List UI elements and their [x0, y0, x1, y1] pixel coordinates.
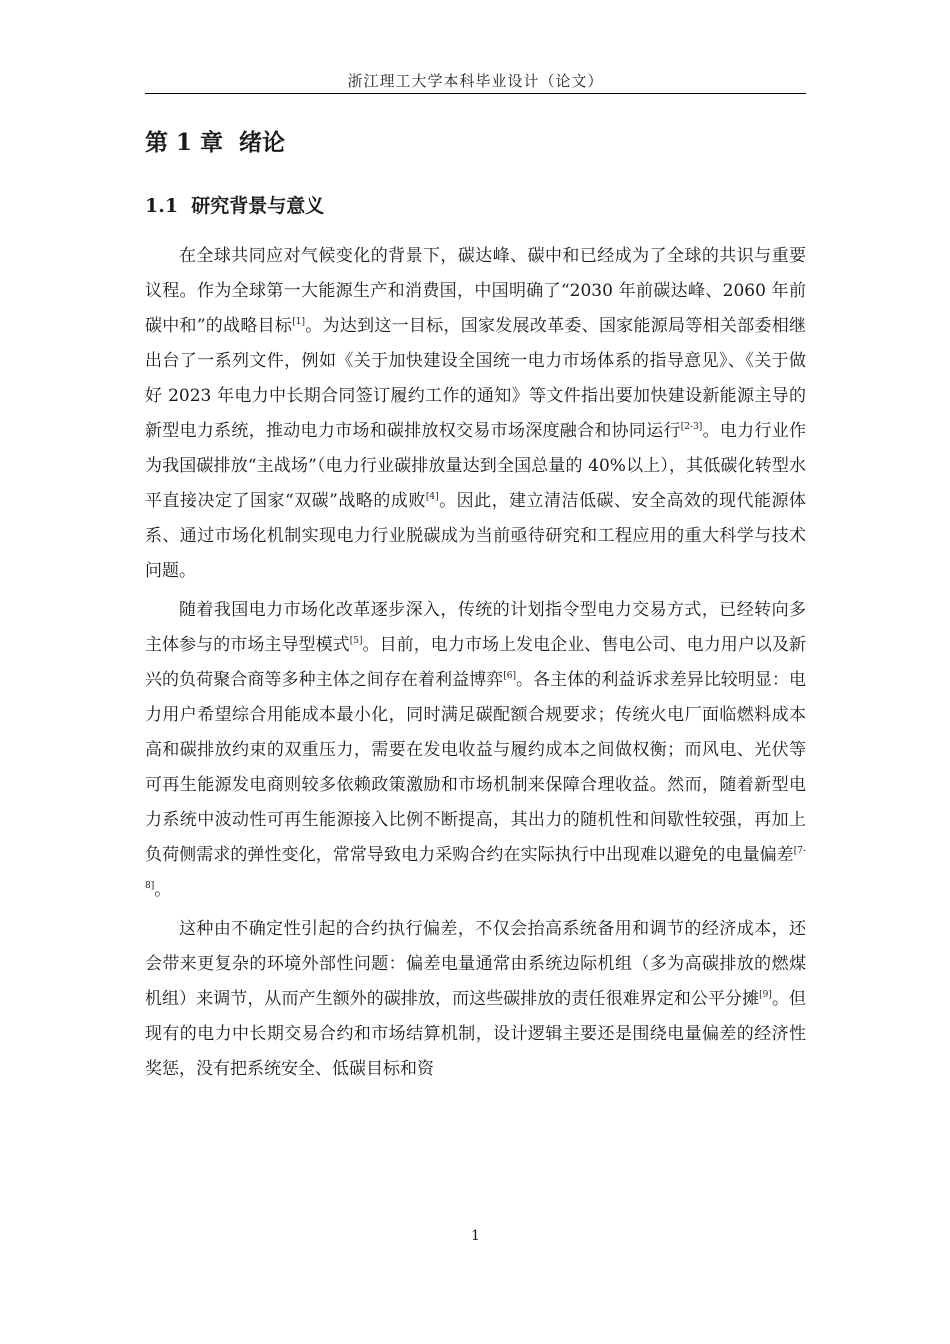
paragraph [145, 912, 806, 1087]
citation-ref: [1] [292, 317, 305, 327]
page-number: 1 [471, 1228, 480, 1244]
paragraph-text: 。电力行业作为我国碳排放“主战场”（电力行业碳排放量达到全国总量的 40%以上），其低碳化转型水平直接决定了国家“双碳”战略的成败 [145, 421, 807, 511]
citation-ref: [7-8] [145, 846, 806, 891]
citation-ref: [5] [349, 636, 363, 646]
paragraph-text: 随着我国电力市场化改革逐步深入，传统的计划指令型电力交易方式，已经转向多主体参与的市场主导型模式 [145, 600, 806, 655]
paragraph-text: 。各主体的利益诉求差异比较明显：电力用户希望综合用能成本最小化，同时满足碳配额合规要求；传统火电厂面临燃料成本高和碳排放约束的双重压力，需要在发电收益与履约成本之间做权衡；而风电、光伏等可再生能源发电商则较多依赖政策激励和市场机制来保障合理收益。然而，随着新型电力系统中波动性可再生能源接入比例不断提高，其出力的随机性和间歇性较强，再加上负荷侧需求的弹性变化，常常导致电力采购合约在实际执行中出现难以避免的电量偏差 [145, 670, 807, 865]
paragraph-text: 。但现有的电力中长期交易合约和市场结算机制，设计逻辑主要还是围绕电量偏差的经济性奖惩，没有把系统安全、低碳目标和资 [145, 989, 807, 1079]
header-rule [145, 93, 806, 94]
chapter-title: 第 1 章 绪论 [145, 129, 286, 156]
paragraph-text: 在全球共同应对气候变化的背景下，碳达峰、碳中和已经成为了全球的共识与重要议程。作为全球第一大能源生产和消费国，中国明确了“2030 年前碳达峰、2060 年前碳中和”的战略目标 [145, 246, 806, 336]
body-text [145, 239, 806, 1087]
citation-ref: [6] [503, 671, 516, 681]
citation-ref: [9] [759, 990, 772, 1000]
paragraph-text: 。因此，建立清洁低碳、安全高效的现代能源体系、通过市场化机制实现电力行业脱碳成为当前亟待研究和工程应用的重大科学与技术问题。 [145, 491, 806, 581]
paragraph-text: 这种由不确定性引起的合约执行偏差，不仅会抬高系统备用和调节的经济成本，还会带来更复杂的环境外部性问题：偏差电量通常由系统边际机组（多为高碳排放的燃煤机组）来调节，从而产生额外的碳排放，而这些碳排放的责任很难界定和公平分摊 [145, 919, 806, 1009]
running-header: 浙江理工大学本科毕业设计（论文） [347, 72, 604, 90]
section-title: 1.1 研究背景与意义 [145, 195, 325, 217]
citation-ref: [2-3] [680, 422, 703, 432]
paragraph-text: 。 [154, 880, 172, 900]
paragraph [145, 593, 806, 908]
citation-ref: [4] [425, 492, 439, 502]
paragraph-text: 。目前，电力市场上发电企业、售电公司、电力用户以及新兴的负荷聚合商等多种主体之间存在着利益博弈 [145, 635, 807, 690]
paragraph [145, 239, 806, 589]
paragraph-text: 。为达到这一目标，国家发展改革委、国家能源局等相关部委相继出台了一系列文件，例如《关于加快建设全国统一电力市场体系的指导意见》、《关于做好 2023 年电力中长期合同签订履约工作的通知》等文件指出要加快建设新能源主导的新型电力系统，推动电力市场和碳排放权交易市场深度融合和协同运行 [145, 316, 807, 441]
